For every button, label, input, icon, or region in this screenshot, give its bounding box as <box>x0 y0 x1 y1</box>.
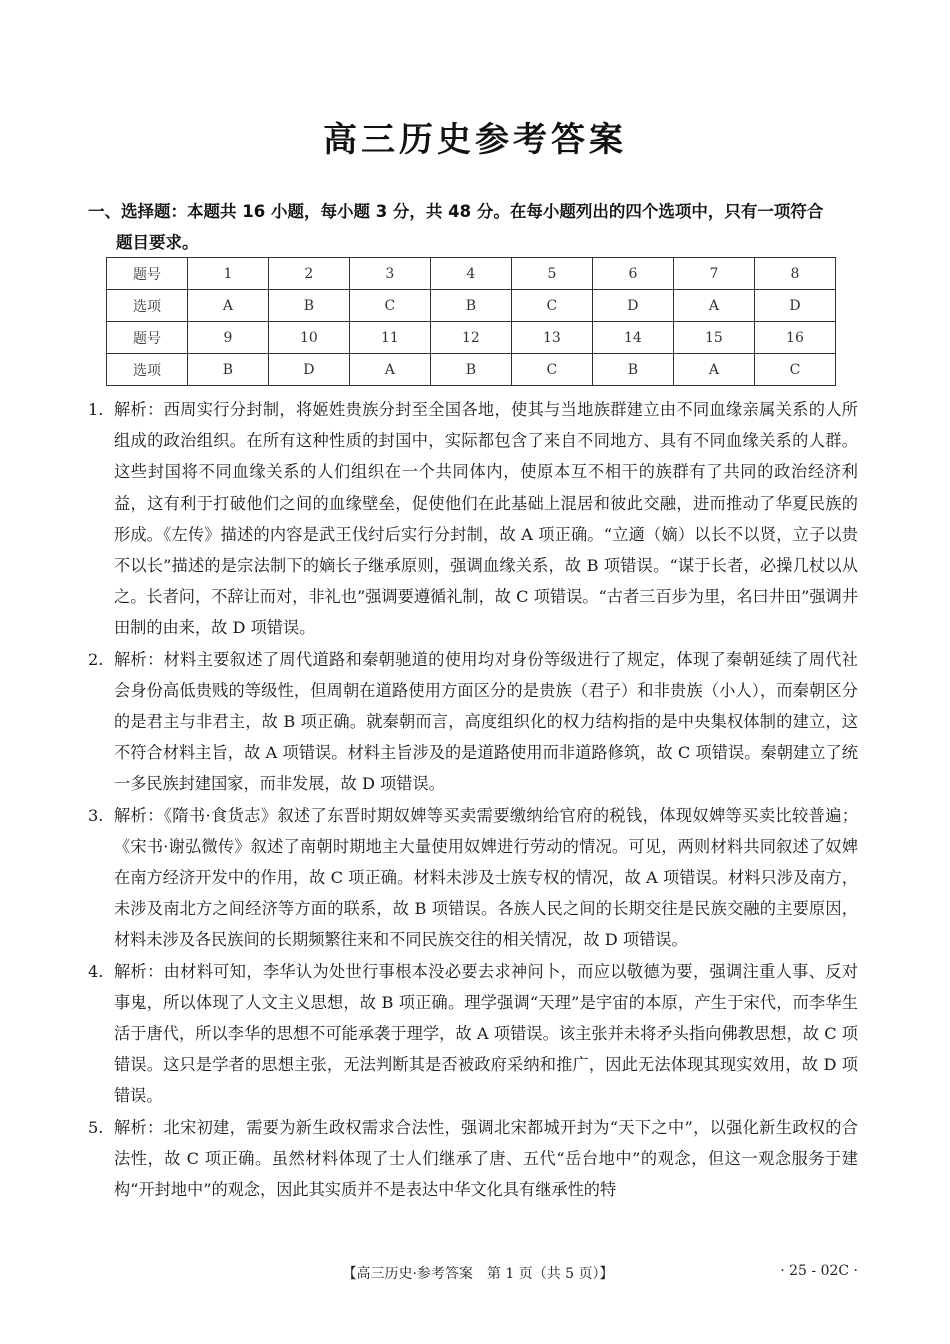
section-heading-line2: 题目要求。 <box>116 233 199 252</box>
table-row-header: 题号 <box>107 322 188 354</box>
table-cell: B <box>268 290 349 322</box>
page-title: 高三历史参考答案 <box>323 120 627 160</box>
table-cell: B <box>592 354 673 386</box>
table-cell: 11 <box>349 322 430 354</box>
table-cell: 4 <box>430 258 511 290</box>
table-cell: 15 <box>673 322 754 354</box>
explanation-number: 2. <box>88 649 104 669</box>
table-cell: B <box>187 354 268 386</box>
table-row-header: 题号 <box>107 258 188 290</box>
footer-page-info: 【高三历史·参考答案 第 1 页（共 5 页）】 <box>342 1266 614 1282</box>
table-row-header: 选项 <box>107 290 188 322</box>
table-cell: 8 <box>754 258 835 290</box>
table-cell: 6 <box>592 258 673 290</box>
table-cell: C <box>511 354 592 386</box>
table-row <box>107 354 836 386</box>
table-cell: 2 <box>268 258 349 290</box>
explanation-number: 4. <box>88 961 104 981</box>
table-cell: 13 <box>511 322 592 354</box>
explanation-item <box>88 394 858 644</box>
explanation-item <box>88 1112 858 1206</box>
table-cell: 1 <box>187 258 268 290</box>
table-cell: A <box>187 290 268 322</box>
explanation-number: 5. <box>88 1117 104 1137</box>
explanation-text: 解析：材料主要叙述了周代道路和秦朝驰道的使用均对身份等级进行了规定，体现了秦朝延续了周代社会身份高低贵贱的等级性，但周朝在道路使用方面区分的是贵族（君子）和非贵族（小人），而秦朝区分的是君主与非君主，故 B 项正确。就秦朝而言，高度组织化的权力结构指的是中央集权体制的建立，这不符合材料主旨，故 A 项错误。材料主旨涉及的是道路使用而非道路修筑，故 C 项错误。秦朝建立了统一多民族封建国家，而非发展，故 D 项错误。 <box>114 649 858 794</box>
table-cell: B <box>430 354 511 386</box>
table-cell: D <box>754 290 835 322</box>
explanation-item <box>88 800 858 956</box>
table-cell: A <box>349 354 430 386</box>
table-cell: C <box>754 354 835 386</box>
explanation-item <box>88 956 858 1112</box>
table-cell: C <box>349 290 430 322</box>
table-cell: C <box>511 290 592 322</box>
table-cell: 3 <box>349 258 430 290</box>
table-cell: A <box>673 290 754 322</box>
explanation-text: 解析：《隋书·食货志》叙述了东晋时期奴婢等买卖需要缴纳给官府的税钱，体现奴婢等买卖比较普遍；《宋书·谢弘微传》叙述了南朝时期地主大量使用奴婢进行劳动的情况。可见，两则材料共同叙述了奴婢在南方经济开发中的作用，故 C 项正确。材料未涉及士族专权的情况，故 A 项错误。材料只涉及南方，未涉及南北方之间经济等方面的联系，故 B 项错误。各族人民之间的长期交往是民族交融的主要原因，材料未涉及各民族间的长期频繁往来和不同民族交往的相关情况，故 D 项错误。 <box>114 805 858 950</box>
table-row <box>107 290 836 322</box>
table-cell: 14 <box>592 322 673 354</box>
explanations <box>88 394 858 1205</box>
table-cell: 7 <box>673 258 754 290</box>
explanation-text: 解析：北宋初建，需要为新生政权需求合法性，强调北宋都城开封为“天下之中”，以强化新生政权的合法性，故 C 项正确。虽然材料体现了士人们继承了唐、五代“岳台地中”的观念，但这一观念服务于建构“开封地中”的观念，因此其实质并不是表达中华文化具有继承性的特 <box>114 1117 858 1200</box>
table-cell: 16 <box>754 322 835 354</box>
section-heading-line1: 一、选择题：本题共 16 小题，每小题 3 分，共 48 分。在每小题列出的四个选项中，只有一项符合 <box>88 202 824 221</box>
table-cell: 9 <box>187 322 268 354</box>
explanation-text: 解析：西周实行分封制，将姬姓贵族分封至全国各地，使其与当地族群建立由不同血缘亲属关系的人所组成的政治组织。在所有这种性质的封国中，实际都包含了来自不同地方、具有不同血缘关系的人群。这些封国将不同血缘关系的人们组织在一个共同体内，使原本互不相干的族群有了共同的政治经济利益，这有利于打破他们之间的血缘壁垒，促使他们在此基础上混居和彼此交融，进而推动了华夏民族的形成。《左传》描述的内容是武王伐纣后实行分封制，故 A 项正确。“立適（嫡）以长不以贤，立子以贵不以长”描述的是宗法制下的嫡长子继承原则，强调血缘关系，故 B 项错误。“谋于长者，必操几杖以从之。长者问，不辞让而对，非礼也”强调要遵循礼制，故 C 项错误。“古者三百步为里，名曰井田”强调井田制的由来，故 D 项错误。 <box>114 400 858 638</box>
table-cell: B <box>430 290 511 322</box>
table-row <box>107 258 836 290</box>
table-row-header: 选项 <box>107 354 188 386</box>
explanation-text: 解析：由材料可知，李华认为处世行事根本没必要去求神问卜，而应以敬德为要，强调注重人事、反对事鬼，所以体现了人文主义思想，故 B 项正确。理学强调“天理”是宇宙的本原，产生于宋代，而李华生活于唐代，所以李华的思想不可能承袭于理学，故 A 项错误。该主张并未将矛头指向佛教思想，故 C 项错误。这只是学者的思想主张，无法判断其是否被政府采纳和推广，因此无法体现其现实效用，故 D 项错误。 <box>114 961 858 1106</box>
explanation-item <box>88 644 858 800</box>
table-cell: 10 <box>268 322 349 354</box>
table-cell: D <box>268 354 349 386</box>
section-heading <box>88 196 868 258</box>
table-cell: A <box>673 354 754 386</box>
footer-code: · 25 - 02C · <box>780 1263 858 1279</box>
table-cell: D <box>592 290 673 322</box>
explanation-number: 3. <box>88 805 104 825</box>
table-cell: 12 <box>430 322 511 354</box>
table-cell: 5 <box>511 258 592 290</box>
explanation-number: 1. <box>88 400 104 419</box>
table-row <box>107 322 836 354</box>
answer-table <box>106 257 836 386</box>
